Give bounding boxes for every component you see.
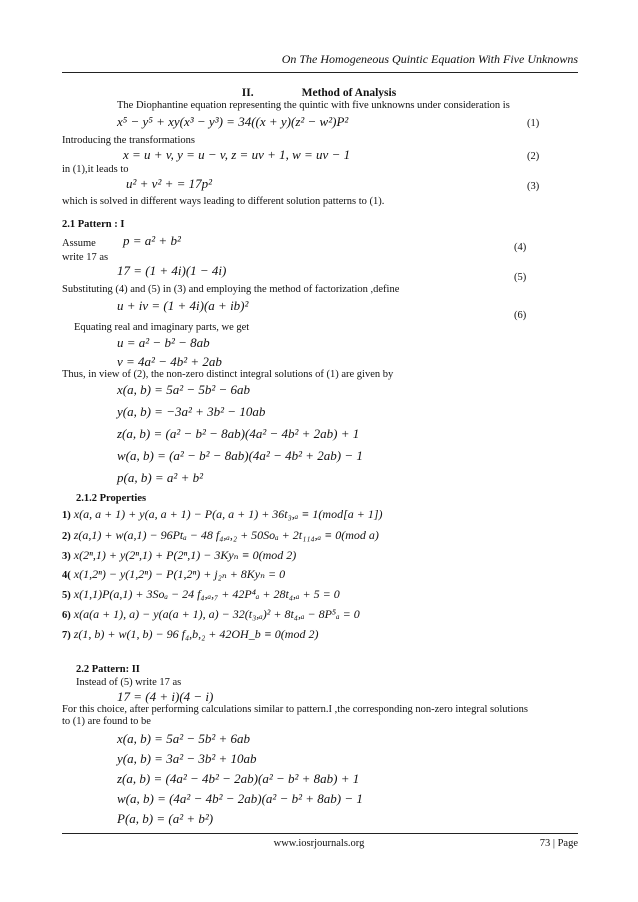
running-title: On The Homogeneous Quintic Equation With Five Unknowns <box>281 52 578 66</box>
u-equation: u = a² − b² − 8ab <box>117 335 210 350</box>
transform-text: Introducing the transformations <box>62 135 195 146</box>
p2-solution-x: x(a, b) = 5a² − 5b² + 6ab <box>117 731 251 746</box>
header-rule <box>62 72 578 73</box>
assume-label: Assume <box>62 238 96 249</box>
equation-6-label: (6) <box>514 310 527 321</box>
equation-2-label: (2) <box>527 151 540 162</box>
instead-text: Instead of (5) write 17 as <box>76 677 182 688</box>
property-2: 2) z(a,1) + w(a,1) − 96Ptₐ − 48 f₄,ₐ,₂ + 50Soₐ + 2t₁₁₄,ₐ ≡ 0(mod a) <box>62 528 379 542</box>
solution-w: w(a, b) = (a² − b² − 8ab)(4a² − 4b² + 2ab) − 1 <box>117 448 363 463</box>
page-number: 73 | Page <box>539 838 578 849</box>
pattern-1-heading: 2.1 Pattern : I <box>62 219 125 230</box>
solved-text: which is solved in different ways leading to different solution patterns to (1). <box>62 196 385 207</box>
equation-4: p = a² + b² <box>123 233 181 248</box>
solution-z: z(a, b) = (a² − b² − 8ab)(4a² − 4b² + 2ab) + 1 <box>117 426 360 441</box>
equating-text: Equating real and imaginary parts, we get <box>74 322 250 333</box>
section-number: II. <box>241 87 254 99</box>
choice-text-1: For this choice, after performing calculations similar to pattern.I ,the corresponding non-zero integral solutions <box>62 704 528 715</box>
section-heading <box>0 87 638 99</box>
solution-p: p(a, b) = a² + b² <box>117 470 203 485</box>
equation-5: 17 = (1 + 4i)(1 − 4i) <box>117 263 227 278</box>
property-7: 7) z(1, b) + w(1, b) − 96 f₄,b,₂ + 42OH_b ≡ 0(mod 2) <box>62 627 319 641</box>
property-3: 3) x(2ⁿ,1) + y(2ⁿ,1) + P(2ⁿ,1) − 3Kyₙ ≡ 0(mod 2) <box>62 548 297 562</box>
pattern-2-equation: 17 = (4 + i)(4 − i) <box>117 689 214 704</box>
footer-rule <box>62 833 578 834</box>
p2-solution-z: z(a, b) = (4a² − 4b² − 2ab)(a² − b² + 8ab) + 1 <box>117 771 360 786</box>
leads-text: in (1),it leads to <box>62 164 129 175</box>
journal-url[interactable]: www.iosrjournals.org <box>273 838 365 849</box>
equation-3-label: (3) <box>527 181 540 192</box>
equation-2: x = u + v, y = u − v, z = uv + 1, w = uv − 1 <box>123 147 351 162</box>
choice-text-2: to (1) are found to be <box>62 716 151 727</box>
equation-1-label: (1) <box>527 118 540 129</box>
p2-solution-y: y(a, b) = 3a² − 3b² + 10ab <box>117 751 257 766</box>
equation-3: u² + v² + = 17p² <box>126 176 213 191</box>
property-1: 1) x(a, a + 1) + y(a, a + 1) − P(a, a + 1) + 36t₃,ₐ ≡ 1(mod[a + 1]) <box>62 507 383 521</box>
intro-text: The Diophantine equation representing the quintic with five unknowns under consideration is <box>117 100 510 111</box>
equation-6: u + iv = (1 + 4i)(a + ib)² <box>117 298 249 313</box>
v-equation: v = 4a² − 4b² + 2ab <box>117 354 222 369</box>
equation-5-label: (5) <box>514 272 527 283</box>
solution-x: x(a, b) = 5a² − 5b² − 6ab <box>117 382 251 397</box>
property-5: 5) x(1,1)P(a,1) + 3Soₐ − 24 f₄,ₐ,₇ + 42P⁴ₐ + 28t₄,ₐ + 5 = 0 <box>62 587 340 601</box>
write-text: write 17 as <box>62 252 109 263</box>
p2-solution-p: P(a, b) = (a² + b²) <box>117 811 214 826</box>
property-4: 4( x(1,2ⁿ) − y(1,2ⁿ) − P(1,2ⁿ) + j₂ₙ + 8Kyₙ = 0 <box>62 567 286 581</box>
equation-4-label: (4) <box>514 242 527 253</box>
p2-solution-w: w(a, b) = (4a² − 4b² − 2ab)(a² − b² + 8ab) − 1 <box>117 791 363 806</box>
thus-text: Thus, in view of (2), the non-zero distinct integral solutions of (1) are given by <box>62 369 394 380</box>
pattern-2-heading: 2.2 Pattern: II <box>76 664 140 675</box>
substitute-text: Substituting (4) and (5) in (3) and employing the method of factorization ,define <box>62 284 400 295</box>
properties-heading: 2.1.2 Properties <box>76 493 147 504</box>
equation-1: x⁵ − y⁵ + xy(x³ − y³) = 34((x + y)(z² − w²)P² <box>117 114 349 129</box>
property-6: 6) x(a(a + 1), a) − y(a(a + 1), a) − 32(t₃,ₐ)² + 8t₄,ₐ − 8P⁵ₐ = 0 <box>62 607 360 621</box>
section-title: Method of Analysis <box>301 87 397 99</box>
solution-y: y(a, b) = −3a² + 3b² − 10ab <box>117 404 266 419</box>
